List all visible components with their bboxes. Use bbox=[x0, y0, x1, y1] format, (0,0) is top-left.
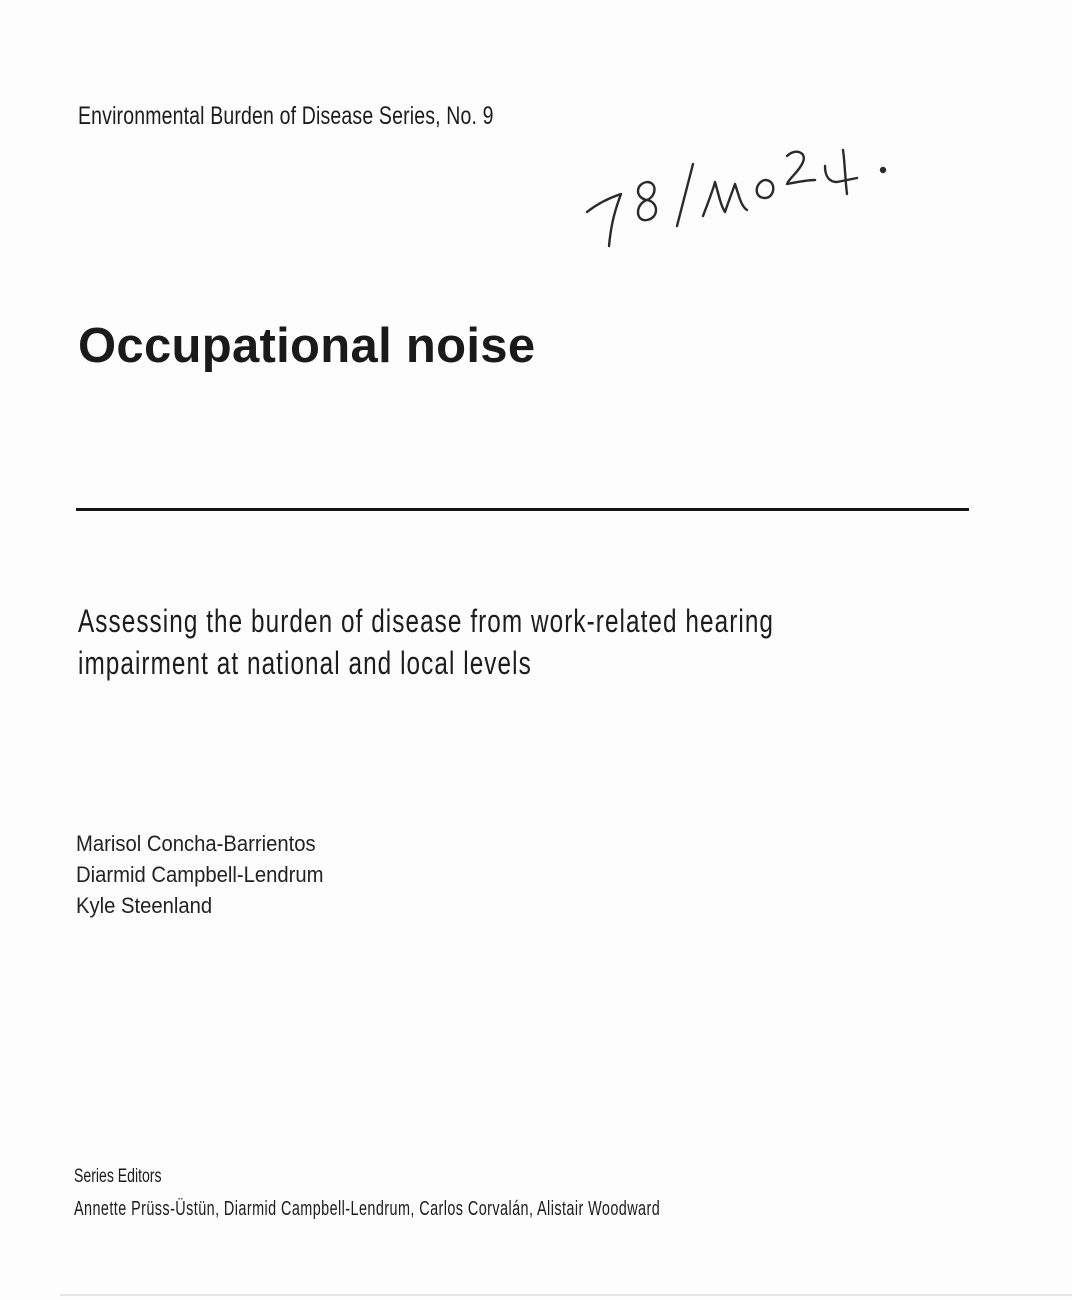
author-name: Marisol Concha-Barrientos bbox=[76, 831, 316, 856]
author-name: Kyle Steenland bbox=[76, 893, 213, 918]
subtitle-line: impairment at national and local levels bbox=[78, 645, 532, 681]
series-name: Environmental Burden of Disease Series, No. 9 bbox=[78, 102, 494, 130]
document-subtitle bbox=[78, 600, 914, 684]
series-editors-label: Series Editors bbox=[74, 1166, 162, 1187]
document-title: Occupational noise bbox=[78, 319, 536, 373]
author-list bbox=[76, 828, 323, 921]
page-bottom-edge bbox=[60, 1294, 1072, 1296]
handwritten-note-signature bbox=[575, 120, 905, 260]
author-name: Diarmid Campbell-Lendrum bbox=[76, 862, 324, 887]
series-editors-names: Annette Prüss-Üstün, Diarmid Campbell-Lendrum, Carlos Corvalán, Alistair Woodward bbox=[74, 1198, 661, 1220]
subtitle-line: Assessing the burden of disease from work-related hearing bbox=[78, 603, 775, 639]
title-divider bbox=[76, 508, 969, 511]
